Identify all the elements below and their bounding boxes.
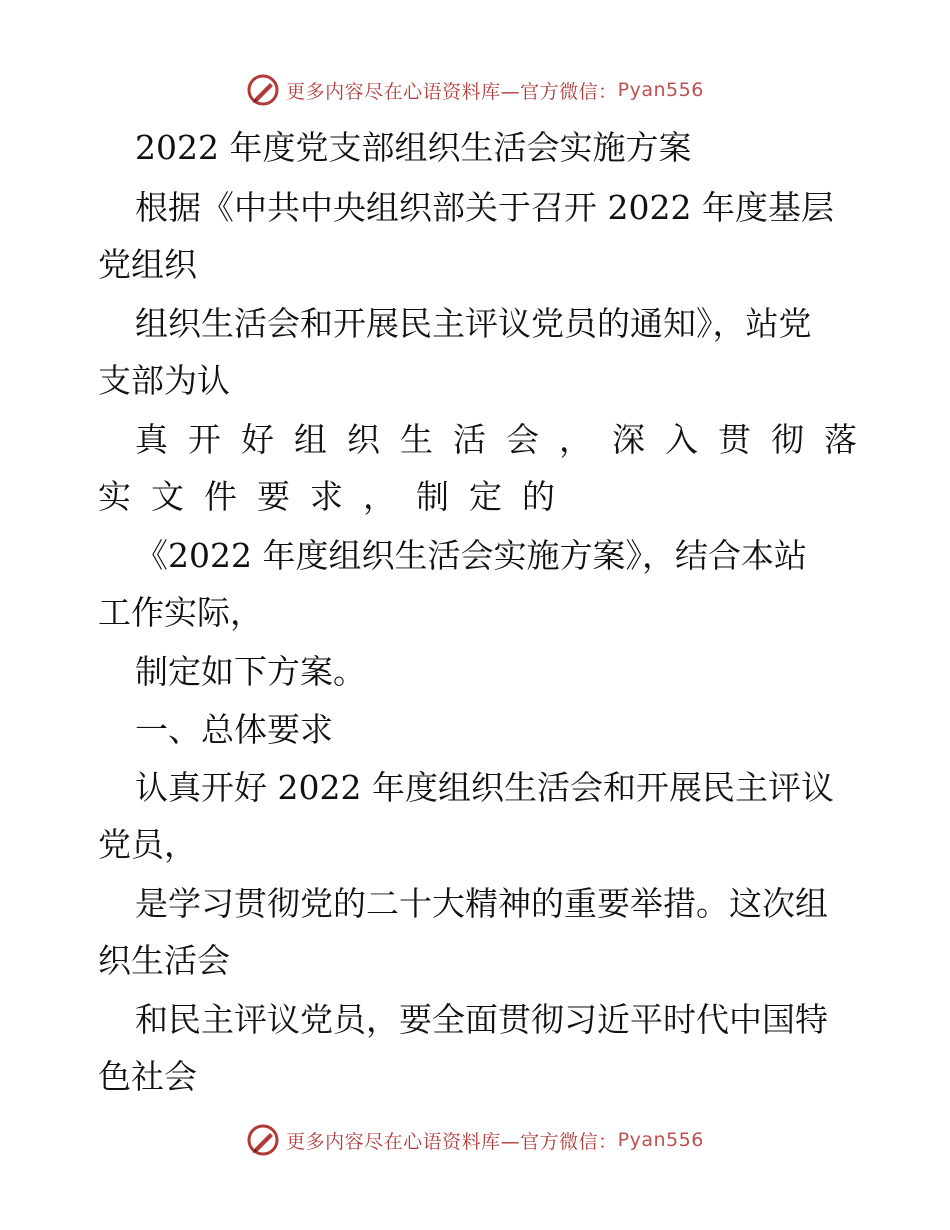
paragraph-line: 实文件要求，制定的	[98, 477, 575, 516]
paragraph-line: 工作实际，	[98, 593, 263, 632]
pen-logo-icon	[246, 73, 280, 107]
pen-logo-icon	[246, 1123, 280, 1157]
paragraph-line: 《2022 年度组织生活会实施方案》，结合本站	[135, 536, 807, 575]
paragraph-line: 党组织	[98, 245, 197, 284]
paragraph-line: 组织生活会和开展民主评议党员的通知》，站党	[135, 304, 812, 343]
paragraph-line: 是学习贯彻党的二十大精神的重要举措。这次组	[135, 884, 828, 923]
watermark-text: 更多内容尽在心语资料库—官方微信：	[286, 1130, 618, 1153]
paragraph-line: 织生活会	[98, 941, 230, 980]
watermark-text: 更多内容尽在心语资料库—官方微信：	[286, 80, 618, 103]
paragraph-line: 色社会	[98, 1057, 197, 1096]
paragraph-line: 支部为认	[98, 361, 230, 400]
paragraph-line: 党员，	[98, 825, 197, 864]
paragraph-line: 根据《中共中央组织部关于召开 2022 年度基层	[135, 188, 834, 227]
document-title: 2022 年度党支部组织生活会实施方案	[135, 128, 692, 167]
paragraph-line: 制定如下方案。	[135, 652, 366, 691]
paragraph-line: 认真开好 2022 年度组织生活会和开展民主评议	[135, 768, 834, 807]
watermark-wechat-id: Pyan556	[617, 1129, 704, 1151]
section-heading: 一、总体要求	[135, 710, 333, 749]
watermark-header	[0, 70, 950, 110]
paragraph-line: 和民主评议党员，要全面贯彻习近平时代中国特	[135, 1000, 828, 1039]
paragraph-line: 真开好组织生活会，深入贯彻落	[135, 420, 877, 459]
watermark-footer	[0, 1120, 950, 1160]
watermark-wechat-id: Pyan556	[617, 79, 704, 101]
